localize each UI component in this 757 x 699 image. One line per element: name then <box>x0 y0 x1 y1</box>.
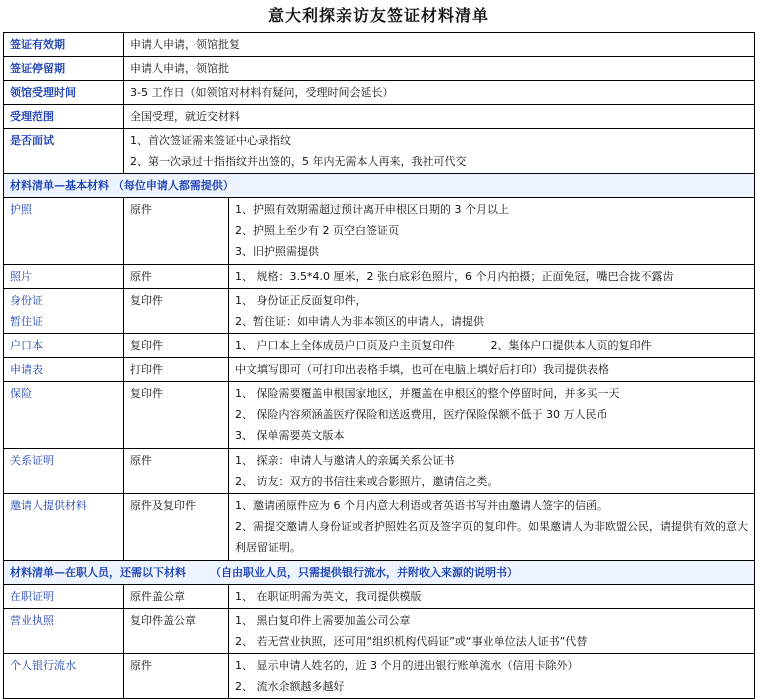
row-scope <box>4 105 755 129</box>
materials-table <box>3 32 755 699</box>
type-employment-cert: 原件盖公章 <box>124 585 229 609</box>
id-card-line-1: 1、 身份证正反面复印件， <box>235 294 367 307</box>
row-employment-cert <box>4 585 755 609</box>
row-insurance <box>4 382 755 449</box>
section-basic-materials <box>4 174 755 198</box>
row-business-license <box>4 609 755 654</box>
label-id-card <box>4 289 124 334</box>
label-bank-statement: 个人银行流水 <box>4 654 124 699</box>
id-card-line-2: 2、暂住证：如申请人为非本领区的申请人，请提供 <box>235 315 484 328</box>
passport-line-3: 3、旧护照需提供 <box>235 245 319 258</box>
value-stay-period: 申请人申请，领馆批 <box>124 57 755 81</box>
inviter-line-1: 1、邀请函原件应为 6 个月内意大利语或者英语书写并由邀请人签字的信函。 <box>235 499 608 512</box>
desc-inviter-materials <box>229 494 755 561</box>
passport-line-1: 1、护照有效期需超过预计离开申根区日期的 3 个月以上 <box>235 203 509 216</box>
section-employed-note: （自由职业人员，只需提供银行流水，并附收入来源的说明书） <box>210 566 518 579</box>
desc-household <box>229 334 755 358</box>
label-scope: 受理范围 <box>4 105 124 129</box>
type-id-card: 复印件 <box>124 289 229 334</box>
row-visa-validity <box>4 33 755 57</box>
insurance-line-1: 1、 保险需要覆盖申根国家地区，并覆盖在申根区的整个停留时间，并多买一天 <box>235 387 620 400</box>
business-line-1: 1、 黑白复印件上需要加盖公司公章 <box>235 614 411 627</box>
relationship-line-1: 1、 探亲：申请人与邀请人的亲属关系公证书 <box>235 454 455 467</box>
row-bank-statement <box>4 654 755 699</box>
row-stay-period <box>4 57 755 81</box>
type-insurance: 复印件 <box>124 382 229 449</box>
bank-line-2: 2、 流水余额越多越好 <box>235 680 345 693</box>
desc-employment-cert: 1、 在职证明需为英文，我司提供模版 <box>229 585 755 609</box>
household-line-2: 2、集体户口提供本人页的复印件 <box>490 339 652 352</box>
value-scope: 全国受理，就近交材料 <box>124 105 755 129</box>
type-photo: 原件 <box>124 265 229 289</box>
row-interview <box>4 129 755 174</box>
label-employment-cert: 在职证明 <box>4 585 124 609</box>
label-processing-time: 领馆受理时间 <box>4 81 124 105</box>
section-employed <box>4 561 755 585</box>
desc-bank-statement <box>229 654 755 699</box>
row-application-form <box>4 358 755 382</box>
household-line-1: 1、 户口本上全体成员户口页及户主页复印件 <box>235 339 455 352</box>
row-household <box>4 334 755 358</box>
insurance-line-2: 2、 保险内容须涵盖医疗保险和送返费用，医疗保险保额不低于 30 万人民币 <box>235 408 608 421</box>
interview-line-2: 2、第一次录过十指指纹并出签的，5 年内无需本人再来，我社可代交 <box>130 155 467 168</box>
section-basic-title: 材料清单—基本材料 （每位申请人都需提供） <box>4 174 755 198</box>
label-stay-period: 签证停留期 <box>4 57 124 81</box>
desc-business-license <box>229 609 755 654</box>
row-relationship <box>4 449 755 494</box>
interview-line-1: 1、首次签证需来签证中心录指纹 <box>130 134 291 147</box>
label-photo: 照片 <box>4 265 124 289</box>
label-insurance: 保险 <box>4 382 124 449</box>
section-employed-heading: 材料清单—在职人员，还需以下材料 <box>10 566 186 579</box>
value-interview <box>124 129 755 174</box>
passport-line-2: 2、护照上至少有 2 页空白签证页 <box>235 224 399 237</box>
label-application-form: 申请表 <box>4 358 124 382</box>
label-id-card-1: 身份证 <box>10 294 43 307</box>
type-passport: 原件 <box>124 198 229 265</box>
business-line-2: 2、 若无营业执照，还可用“组织机构代码证”或“事业单位法人证书”代替 <box>235 635 588 648</box>
page-title: 意大利探亲访友签证材料清单 <box>267 6 489 25</box>
label-inviter-materials: 邀请人提供材料 <box>4 494 124 561</box>
relationship-line-2: 2、 访友：双方的书信往来或合影照片，邀请信之类。 <box>235 475 499 488</box>
type-application-form: 打印件 <box>124 358 229 382</box>
row-photo <box>4 265 755 289</box>
label-passport: 护照 <box>4 198 124 265</box>
type-inviter-materials: 原件及复印件 <box>124 494 229 561</box>
row-inviter-materials <box>4 494 755 561</box>
row-id-card <box>4 289 755 334</box>
label-relationship: 关系证明 <box>4 449 124 494</box>
type-bank-statement: 原件 <box>124 654 229 699</box>
label-household: 户口本 <box>4 334 124 358</box>
row-passport <box>4 198 755 265</box>
desc-photo: 1、 规格：3.5*4.0 厘米，2 张白底彩色照片，6 个月内拍摄；正面免冠，嘴巴合拢不露齿 <box>229 265 755 289</box>
desc-id-card <box>229 289 755 334</box>
desc-application-form: 中文填写即可（可打印出表格手填，也可在电脑上填好后打印）我司提供表格 <box>229 358 755 382</box>
insurance-line-3: 3、 保单需要英文版本 <box>235 429 345 442</box>
value-processing-time: 3-5 工作日（如领馆对材料有疑问，受理时间会延长） <box>124 81 755 105</box>
label-visa-validity: 签证有效期 <box>4 33 124 57</box>
desc-insurance <box>229 382 755 449</box>
type-relationship: 原件 <box>124 449 229 494</box>
label-interview: 是否面试 <box>4 129 124 174</box>
desc-relationship <box>229 449 755 494</box>
inviter-line-2: 2、需提交邀请人身份证或者护照姓名页及签字页的复印件。如果邀请人为非欧盟公民，请提供有效的意大利居留证明。 <box>235 520 748 554</box>
label-business-license: 营业执照 <box>4 609 124 654</box>
row-processing-time <box>4 81 755 105</box>
bank-line-1: 1、 显示申请人姓名的，近 3 个月的进出银行账单流水（信用卡除外） <box>235 659 579 672</box>
section-employed-title <box>4 561 755 585</box>
label-id-card-2: 暂住证 <box>10 315 43 328</box>
type-business-license: 复印件盖公章 <box>124 609 229 654</box>
desc-passport <box>229 198 755 265</box>
type-household: 复印件 <box>124 334 229 358</box>
value-visa-validity: 申请人申请，领馆批复 <box>124 33 755 57</box>
